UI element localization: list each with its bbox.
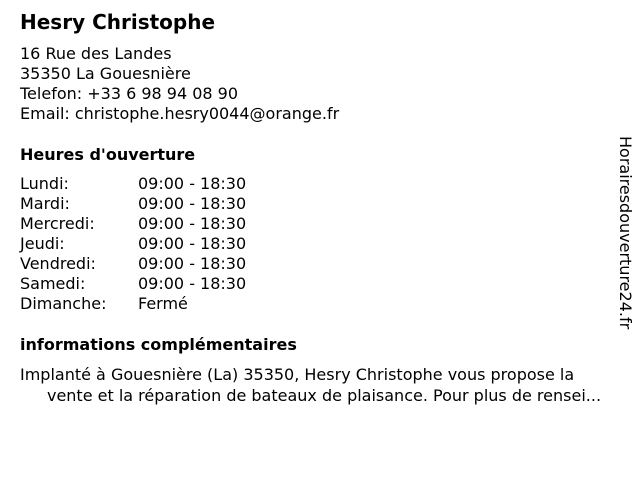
address-street: 16 Rue des Landes <box>20 44 172 63</box>
day-hours: Fermé <box>138 294 188 313</box>
day-label: Lundi: <box>20 174 69 193</box>
site-watermark <box>611 136 635 346</box>
day-hours: 09:00 - 18:30 <box>138 254 247 273</box>
hours-row-sunday <box>20 294 246 314</box>
day-hours: 09:00 - 18:30 <box>138 194 247 213</box>
day-label: Mardi: <box>20 194 70 213</box>
info-line-1: Implanté à Gouesnière (La) 35350, Hesry Christophe vous propose la <box>20 365 575 384</box>
phone-number: Telefon: +33 6 98 94 08 90 <box>20 84 239 103</box>
opening-hours-table <box>20 174 246 314</box>
hours-row-thursday <box>20 234 246 254</box>
watermark-text: Horairesdouverture24.fr <box>616 136 635 330</box>
hours-row-tuesday <box>20 194 246 214</box>
day-label: Mercredi: <box>20 214 95 233</box>
hours-row-friday <box>20 254 246 274</box>
day-label: Dimanche: <box>20 294 107 313</box>
opening-hours-heading: Heures d'ouverture <box>20 145 196 164</box>
day-label: Samedi: <box>20 274 86 293</box>
email-address: Email: christophe.hesry0044@orange.fr <box>20 104 340 123</box>
additional-info-heading: informations complémentaires <box>20 335 297 354</box>
day-label: Jeudi: <box>20 234 65 253</box>
hours-row-saturday <box>20 274 246 294</box>
day-label: Vendredi: <box>20 254 96 273</box>
day-hours: 09:00 - 18:30 <box>138 214 247 233</box>
hours-row-monday <box>20 174 246 194</box>
business-name: Hesry Christophe <box>20 10 216 34</box>
day-hours: 09:00 - 18:30 <box>138 174 247 193</box>
contact-block <box>20 44 339 124</box>
day-hours: 09:00 - 18:30 <box>138 274 247 293</box>
day-hours: 09:00 - 18:30 <box>138 234 247 253</box>
address-city: 35350 La Gouesnière <box>20 64 191 83</box>
info-line-2: vente et la réparation de bateaux de plaisance. Pour plus de rensei... <box>46 386 602 405</box>
additional-info-text <box>20 364 628 406</box>
hours-row-wednesday <box>20 214 246 234</box>
